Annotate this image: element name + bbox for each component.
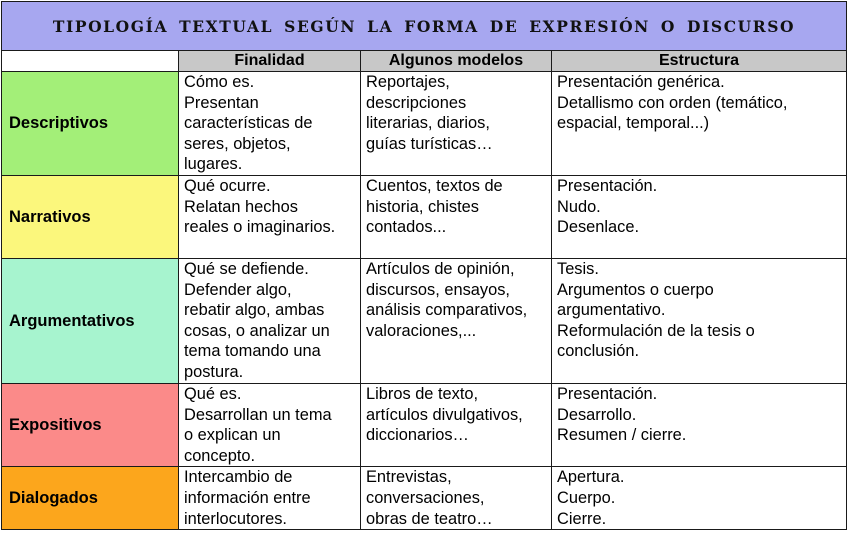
- cell-line: Cuentos, textos de: [366, 177, 503, 195]
- cell-line: reales o imaginarios.: [184, 218, 336, 237]
- title-row: [2, 2, 847, 51]
- cell-line: diccionarios…: [366, 426, 469, 445]
- cell-line: descripciones: [366, 93, 467, 112]
- cell-line: concepto.: [184, 446, 256, 465]
- estructura-cell: [552, 176, 847, 259]
- cell-line: argumentativo.: [557, 301, 666, 320]
- cell-line: tema tomando una: [184, 342, 321, 361]
- cell-line: o explican un: [184, 426, 281, 445]
- cell-line: Qué es.: [184, 385, 242, 403]
- cell-line: conversaciones,: [366, 488, 485, 507]
- modelos-cell: [361, 384, 552, 467]
- cell-line: Libros de texto,: [366, 385, 479, 403]
- cell-line: Reportajes,: [366, 73, 450, 91]
- modelos-cell: [361, 72, 552, 176]
- cell-line: Artículos de opinión,: [366, 260, 515, 278]
- cell-line: Presentación.: [557, 385, 658, 403]
- table-row: [2, 72, 847, 176]
- cell-line: Relatan hechos: [184, 197, 298, 216]
- cell-line: conclusión.: [557, 342, 640, 361]
- estructura-cell: [552, 259, 847, 384]
- table-row: [2, 467, 847, 530]
- modelos-cell: [361, 259, 552, 384]
- finalidad-cell: [179, 72, 361, 176]
- header-row: [2, 51, 847, 72]
- table-row: [2, 384, 847, 467]
- cell-line: Presentación genérica.: [557, 73, 725, 91]
- cell-line: Cuerpo.: [557, 488, 616, 507]
- row-type-descriptivos: Descriptivos: [2, 72, 179, 176]
- cell-line: información entre: [184, 488, 311, 507]
- cell-line: Qué se defiende.: [184, 260, 309, 278]
- header-modelos: Algunos modelos: [361, 51, 552, 72]
- cell-line: discursos, ensayos,: [366, 280, 510, 299]
- cell-line: espacial, temporal...): [557, 114, 710, 133]
- row-type-expositivos: Expositivos: [2, 384, 179, 467]
- header-estructura: Estructura: [552, 51, 847, 72]
- row-type-argumentativos: Argumentativos: [2, 259, 179, 384]
- modelos-cell: [361, 467, 552, 530]
- table-title: TIPOLOGÍA TEXTUAL SEGÚN LA FORMA DE EXPRESIÓN O DISCURSO: [2, 2, 847, 51]
- row-type-dialogados: Dialogados: [2, 467, 179, 530]
- cell-line: guías turísticas…: [366, 134, 493, 153]
- table-row: [2, 176, 847, 259]
- modelos-cell: [361, 176, 552, 259]
- cell-line: interlocutores.: [184, 509, 287, 528]
- cell-line: Desarrollan un tema: [184, 405, 332, 424]
- cell-line: Desarrollo.: [557, 405, 637, 424]
- estructura-cell: [552, 467, 847, 530]
- cell-line: Cómo es.: [184, 73, 255, 91]
- finalidad-cell: [179, 467, 361, 530]
- cell-line: características de: [184, 114, 313, 133]
- row-type-narrativos: Narrativos: [2, 176, 179, 259]
- cell-line: Cierre.: [557, 509, 607, 528]
- cell-line: literarias, diarios,: [366, 114, 490, 133]
- finalidad-cell: [179, 384, 361, 467]
- cell-line: cosas, o analizar un: [184, 321, 330, 340]
- cell-line: análisis comparativos,: [366, 301, 528, 320]
- cell-line: obras de teatro…: [366, 509, 493, 528]
- cell-line: Qué ocurre.: [184, 177, 271, 195]
- cell-line: postura.: [184, 362, 244, 381]
- table-row: [2, 259, 847, 384]
- cell-line: Reformulación de la tesis o: [557, 321, 755, 340]
- cell-line: Defender algo,: [184, 280, 292, 299]
- cell-line: artículos divulgativos,: [366, 405, 523, 424]
- finalidad-cell: [179, 176, 361, 259]
- cell-line: Presentación.: [557, 177, 658, 195]
- cell-line: Intercambio de: [184, 468, 293, 487]
- text-typology-table: [1, 1, 847, 530]
- cell-line: Resumen / cierre.: [557, 426, 687, 445]
- cell-line: seres, objetos,: [184, 134, 291, 153]
- cell-line: rebatir algo, ambas: [184, 301, 325, 320]
- cell-line: Nudo.: [557, 197, 601, 216]
- cell-line: Presentan: [184, 93, 259, 112]
- cell-line: lugares.: [184, 155, 243, 174]
- finalidad-cell: [179, 259, 361, 384]
- cell-line: Argumentos o cuerpo: [557, 280, 714, 299]
- cell-line: contados...: [366, 218, 447, 237]
- cell-line: Desenlace.: [557, 218, 640, 237]
- cell-line: Tesis.: [557, 260, 599, 278]
- estructura-cell: [552, 72, 847, 176]
- cell-line: Apertura.: [557, 468, 625, 487]
- cell-line: Entrevistas,: [366, 468, 452, 487]
- cell-line: valoraciones,...: [366, 321, 477, 340]
- estructura-cell: [552, 384, 847, 467]
- cell-line: Detallismo con orden (temático,: [557, 93, 788, 112]
- header-blank: [2, 51, 179, 72]
- header-finalidad: Finalidad: [179, 51, 361, 72]
- cell-line: historia, chistes: [366, 197, 479, 216]
